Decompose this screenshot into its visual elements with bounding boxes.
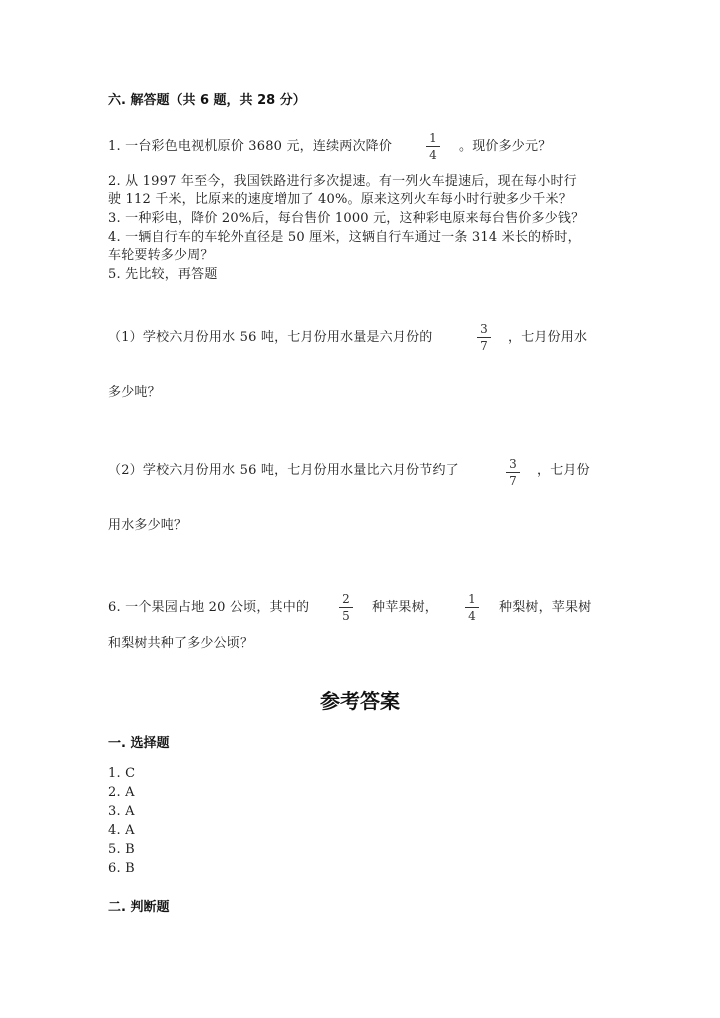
question-5-part-1-fraction bbox=[477, 323, 491, 353]
question-5-part-1-line-2: 多少吨？ bbox=[108, 385, 161, 400]
question-6-text: 6. 一个果园占地 20 公顷，其中的 bbox=[108, 600, 310, 615]
question-6-fraction-1 bbox=[339, 593, 353, 623]
fraction-bar bbox=[506, 472, 520, 473]
fraction-numerator: 3 bbox=[480, 322, 488, 336]
fraction-denominator: 4 bbox=[468, 609, 476, 623]
question-6-fraction-2 bbox=[465, 593, 479, 623]
fraction-numerator: 1 bbox=[429, 131, 437, 145]
answers-section-heading-1: 一. 选择题 bbox=[108, 736, 170, 751]
question-5-part-2-line-2: 用水多少吨？ bbox=[108, 518, 188, 533]
question-1-fraction bbox=[426, 132, 440, 162]
question-4-line-1: 4. 一辆自行车的车轮外直径是 50 厘米，这辆自行车通过一条 314 米长的桥时， bbox=[108, 230, 581, 245]
answer-item: 2. A bbox=[108, 785, 135, 800]
question-5-part-1-text: （1）学校六月份用水 56 吨，七月份用水量是六月份的 bbox=[108, 330, 433, 345]
answer-item: 1. C bbox=[108, 766, 136, 781]
answer-item: 5. B bbox=[108, 842, 135, 857]
question-5-part-2-text-end: ，七月份 bbox=[537, 463, 590, 478]
fraction-numerator: 1 bbox=[468, 592, 476, 606]
question-6-text-middle: 种苹果树， bbox=[372, 600, 439, 615]
fraction-denominator: 4 bbox=[429, 148, 437, 162]
question-4-line-2: 车轮要转多少周？ bbox=[108, 248, 214, 263]
question-3-text: 3. 一种彩电，降价 20%后，每台售价 1000 元，这种彩电原来每台售价多少钱？ bbox=[108, 211, 585, 226]
fraction-bar bbox=[426, 146, 440, 147]
question-6-line-2: 和梨树共种了多少公顷？ bbox=[108, 636, 254, 651]
question-1-text-end: 。现价多少元？ bbox=[459, 139, 552, 154]
question-6-text-end: 种梨树，苹果树 bbox=[499, 600, 592, 615]
fraction-denominator: 7 bbox=[480, 339, 488, 353]
section-heading-6: 六. 解答题（共 6 题，共 28 分） bbox=[108, 93, 306, 108]
answer-item: 6. B bbox=[108, 861, 135, 876]
fraction-bar bbox=[465, 607, 479, 608]
answer-item: 3. A bbox=[108, 804, 135, 819]
question-5-part-2-fraction bbox=[506, 458, 520, 488]
question-5-part-1-text-end: ，七月份用水 bbox=[508, 330, 588, 345]
answer-item: 4. A bbox=[108, 823, 135, 838]
question-5-part-2-text: （2）学校六月份用水 56 吨，七月份用水量比六月份节约了 bbox=[108, 463, 459, 478]
answers-section-heading-2: 二. 判断题 bbox=[108, 900, 170, 915]
fraction-bar bbox=[339, 607, 353, 608]
fraction-denominator: 5 bbox=[342, 609, 350, 623]
question-5-intro: 5. 先比较，再答题 bbox=[108, 267, 218, 282]
answers-title: 参考答案 bbox=[320, 689, 400, 713]
fraction-numerator: 2 bbox=[342, 592, 350, 606]
question-2-line-2: 驶 112 千米，比原来的速度增加了 40%。原来这列火车每小时行驶多少千米？ bbox=[108, 192, 572, 207]
fraction-numerator: 3 bbox=[509, 457, 517, 471]
fraction-denominator: 7 bbox=[509, 474, 517, 488]
question-1-text: 1. 一台彩色电视机原价 3680 元，连续两次降价 bbox=[108, 139, 393, 154]
question-2-line-1: 2. 从 1997 年至今，我国铁路进行多次提速。有一列火车提速后，现在每小时行 bbox=[108, 174, 577, 189]
fraction-bar bbox=[477, 337, 491, 338]
